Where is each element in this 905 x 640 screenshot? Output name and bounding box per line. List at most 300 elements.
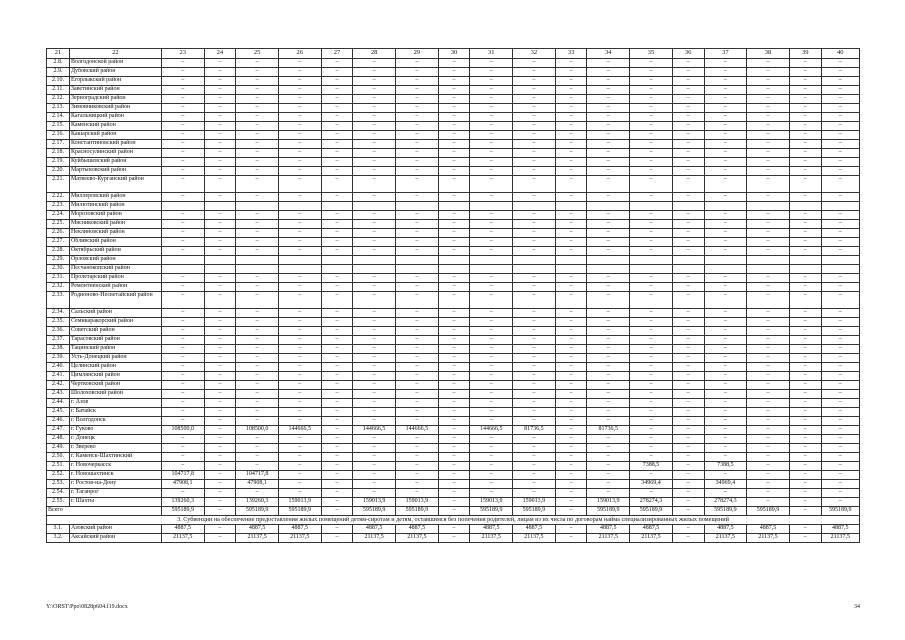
value-cell: – — [396, 211, 439, 220]
value-cell: – — [204, 345, 236, 354]
value-cell: – — [321, 354, 353, 363]
value-cell: – — [161, 95, 204, 104]
value-cell: – — [672, 140, 704, 149]
value-cell: – — [353, 453, 396, 462]
value-cell: – — [555, 444, 587, 453]
value-cell: – — [672, 247, 704, 256]
value-cell: – — [555, 336, 587, 345]
value-cell: – — [747, 390, 790, 399]
table-row — [47, 140, 860, 149]
value-cell — [789, 202, 821, 211]
value-cell — [821, 265, 859, 274]
table-row — [47, 220, 860, 229]
value-cell: – — [789, 131, 821, 140]
value-cell: – — [236, 435, 279, 444]
value-cell: – — [747, 408, 790, 417]
value-cell: – — [587, 462, 630, 471]
value-cell: – — [704, 167, 747, 176]
row-name: Аксайский район — [69, 534, 161, 543]
value-cell: – — [396, 131, 439, 140]
value-cell: – — [587, 220, 630, 229]
value-cell: – — [821, 363, 859, 372]
value-cell: – — [555, 417, 587, 426]
value-cell: – — [672, 363, 704, 372]
value-cell: – — [470, 193, 513, 202]
value-cell: – — [470, 95, 513, 104]
table-row — [47, 498, 860, 507]
column-header: 26 — [278, 49, 321, 59]
value-cell: – — [672, 471, 704, 480]
value-cell: – — [236, 238, 279, 247]
value-cell: – — [470, 318, 513, 327]
value-cell: – — [161, 292, 204, 309]
value-cell: – — [353, 283, 396, 292]
value-cell: 159013,9 — [470, 498, 513, 507]
value-cell: – — [587, 113, 630, 122]
value-cell: – — [204, 193, 236, 202]
value-cell: – — [747, 167, 790, 176]
value-cell: – — [470, 283, 513, 292]
value-cell: – — [555, 390, 587, 399]
value-cell — [513, 256, 556, 265]
value-cell: – — [630, 95, 673, 104]
value-cell — [236, 202, 279, 211]
value-cell: – — [396, 408, 439, 417]
value-cell: – — [321, 381, 353, 390]
value-cell: – — [236, 167, 279, 176]
value-cell: – — [236, 220, 279, 229]
value-cell: – — [353, 247, 396, 256]
value-cell — [747, 202, 790, 211]
value-cell — [161, 202, 204, 211]
table-row — [47, 525, 860, 534]
value-cell: – — [555, 104, 587, 113]
value-cell: – — [555, 363, 587, 372]
value-cell: – — [321, 471, 353, 480]
table-row — [47, 327, 860, 336]
value-cell: – — [470, 140, 513, 149]
column-header: 25 — [236, 49, 279, 59]
value-cell: – — [278, 149, 321, 158]
value-cell: – — [353, 149, 396, 158]
value-cell: – — [204, 480, 236, 489]
value-cell: – — [555, 229, 587, 238]
value-cell: – — [438, 283, 470, 292]
value-cell — [278, 202, 321, 211]
value-cell: – — [555, 453, 587, 462]
row-name: Каменский район — [69, 122, 161, 131]
value-cell: – — [555, 354, 587, 363]
value-cell: – — [438, 318, 470, 327]
value-cell: – — [438, 59, 470, 68]
value-cell: – — [672, 220, 704, 229]
value-cell: – — [555, 86, 587, 95]
value-cell: – — [630, 59, 673, 68]
value-cell: – — [821, 220, 859, 229]
value-cell: – — [587, 372, 630, 381]
value-cell: – — [704, 354, 747, 363]
row-name: г. Азов — [69, 399, 161, 408]
value-cell: – — [587, 86, 630, 95]
value-cell: – — [353, 140, 396, 149]
value-cell: – — [789, 525, 821, 534]
value-cell: – — [789, 104, 821, 113]
value-cell: – — [555, 345, 587, 354]
value-cell: – — [672, 390, 704, 399]
value-cell: – — [438, 292, 470, 309]
value-cell: – — [587, 381, 630, 390]
value-cell: – — [278, 292, 321, 309]
value-cell: – — [747, 453, 790, 462]
value-cell: – — [587, 140, 630, 149]
value-cell: – — [353, 68, 396, 77]
value-cell: – — [438, 498, 470, 507]
value-cell: – — [236, 345, 279, 354]
value-cell: – — [821, 140, 859, 149]
value-cell: – — [789, 489, 821, 498]
value-cell: – — [513, 274, 556, 283]
value-cell: – — [672, 95, 704, 104]
value-cell: – — [555, 327, 587, 336]
value-cell: – — [704, 426, 747, 435]
row-name: Сальский район — [69, 309, 161, 318]
value-cell: – — [438, 238, 470, 247]
value-cell: – — [789, 327, 821, 336]
value-cell: – — [747, 59, 790, 68]
value-cell: – — [278, 140, 321, 149]
value-cell: – — [470, 471, 513, 480]
value-cell: – — [789, 435, 821, 444]
value-cell: – — [513, 444, 556, 453]
value-cell: – — [321, 417, 353, 426]
value-cell: – — [630, 318, 673, 327]
value-cell: – — [278, 471, 321, 480]
value-cell: – — [630, 176, 673, 193]
value-cell: – — [236, 149, 279, 158]
value-cell — [353, 202, 396, 211]
row-number: 3.1. — [47, 525, 70, 534]
value-cell: – — [353, 113, 396, 122]
value-cell: – — [204, 444, 236, 453]
value-cell: – — [278, 489, 321, 498]
value-cell: – — [321, 193, 353, 202]
value-cell: – — [555, 274, 587, 283]
value-cell: – — [747, 122, 790, 131]
value-cell: – — [789, 122, 821, 131]
value-cell: – — [470, 122, 513, 131]
value-cell: – — [747, 104, 790, 113]
table-row — [47, 453, 860, 462]
value-cell: – — [438, 247, 470, 256]
value-cell: – — [396, 229, 439, 238]
value-cell: – — [353, 471, 396, 480]
value-cell: – — [821, 122, 859, 131]
value-cell: – — [470, 104, 513, 113]
value-cell: – — [630, 158, 673, 167]
value-cell: 34969,4 — [704, 480, 747, 489]
value-cell — [555, 202, 587, 211]
column-header: 23 — [161, 49, 204, 59]
table-row — [47, 435, 860, 444]
value-cell: – — [672, 336, 704, 345]
row-number: 2.29. — [47, 256, 70, 265]
row-name: Чертковский район — [69, 381, 161, 390]
value-cell: 159013,9 — [353, 498, 396, 507]
value-cell: – — [587, 95, 630, 104]
value-cell: 4887,5 — [470, 525, 513, 534]
value-cell: – — [236, 86, 279, 95]
row-name: Зерноградский район — [69, 95, 161, 104]
value-cell: – — [353, 336, 396, 345]
value-cell: – — [747, 68, 790, 77]
value-cell: – — [438, 68, 470, 77]
table-row — [47, 534, 860, 543]
value-cell: – — [630, 417, 673, 426]
value-cell: 47908,1 — [161, 480, 204, 489]
value-cell: – — [555, 534, 587, 543]
row-name: Советский район — [69, 327, 161, 336]
value-cell: – — [470, 489, 513, 498]
value-cell: – — [630, 211, 673, 220]
value-cell: – — [161, 140, 204, 149]
value-cell: – — [438, 309, 470, 318]
row-number: 2.11. — [47, 86, 70, 95]
table-row — [47, 131, 860, 140]
row-number: 2.49. — [47, 444, 70, 453]
value-cell: – — [704, 292, 747, 309]
table-row — [47, 238, 860, 247]
value-cell: – — [513, 86, 556, 95]
value-cell: – — [587, 453, 630, 462]
value-cell: – — [704, 247, 747, 256]
value-cell: – — [747, 498, 790, 507]
value-cell: – — [204, 507, 236, 516]
value-cell: – — [672, 507, 704, 516]
value-cell: – — [630, 471, 673, 480]
value-cell: – — [630, 283, 673, 292]
value-cell: 21137,5 — [161, 534, 204, 543]
value-cell: – — [789, 372, 821, 381]
value-cell: – — [513, 336, 556, 345]
value-cell: – — [821, 327, 859, 336]
value-cell: – — [704, 318, 747, 327]
file-path: Y:\ORST\Ppo\0828p604.f19.docx — [46, 604, 128, 610]
value-cell: – — [747, 220, 790, 229]
value-cell: – — [278, 417, 321, 426]
value-cell — [438, 256, 470, 265]
value-cell: – — [438, 417, 470, 426]
value-cell: – — [204, 59, 236, 68]
value-cell: – — [672, 158, 704, 167]
value-cell — [821, 256, 859, 265]
row-name: Матвеево-Курганский район — [69, 176, 161, 193]
value-cell: – — [470, 167, 513, 176]
value-cell: 21137,5 — [821, 534, 859, 543]
value-cell: – — [821, 113, 859, 122]
row-name: Неклиновский район — [69, 229, 161, 238]
table-row — [47, 309, 860, 318]
table-row — [47, 471, 860, 480]
value-cell: – — [587, 390, 630, 399]
row-number: 2.55. — [47, 498, 70, 507]
row-name: г. Таганрог — [69, 489, 161, 498]
value-cell: – — [513, 489, 556, 498]
value-cell: 595189,9 — [236, 507, 279, 516]
value-cell: – — [789, 471, 821, 480]
value-cell: – — [161, 77, 204, 86]
value-cell: – — [396, 453, 439, 462]
value-cell: – — [555, 489, 587, 498]
value-cell: – — [821, 211, 859, 220]
value-cell: – — [278, 167, 321, 176]
value-cell: 21137,5 — [236, 534, 279, 543]
value-cell: – — [278, 480, 321, 489]
value-cell: – — [470, 390, 513, 399]
value-cell: – — [821, 59, 859, 68]
value-cell: – — [236, 408, 279, 417]
value-cell: – — [704, 399, 747, 408]
value-cell: – — [438, 149, 470, 158]
value-cell: – — [587, 104, 630, 113]
table-row — [47, 113, 860, 122]
value-cell: – — [513, 149, 556, 158]
column-header: 33 — [555, 49, 587, 59]
value-cell: – — [470, 229, 513, 238]
value-cell: – — [236, 283, 279, 292]
value-cell: – — [704, 193, 747, 202]
row-number: 2.30. — [47, 265, 70, 274]
value-cell: – — [789, 534, 821, 543]
value-cell: – — [236, 211, 279, 220]
value-cell: – — [278, 435, 321, 444]
value-cell: – — [204, 426, 236, 435]
value-cell: 81736,5 — [587, 426, 630, 435]
value-cell: – — [438, 95, 470, 104]
value-cell: – — [513, 211, 556, 220]
value-cell: – — [587, 167, 630, 176]
value-cell: – — [321, 345, 353, 354]
value-cell: – — [438, 381, 470, 390]
value-cell: 144666,5 — [396, 426, 439, 435]
value-cell: – — [587, 238, 630, 247]
value-cell: – — [236, 158, 279, 167]
value-cell: – — [321, 122, 353, 131]
value-cell: – — [161, 68, 204, 77]
value-cell: – — [161, 158, 204, 167]
value-cell: – — [789, 247, 821, 256]
value-cell: – — [321, 525, 353, 534]
value-cell: – — [396, 95, 439, 104]
value-cell: – — [513, 104, 556, 113]
value-cell: – — [555, 131, 587, 140]
table-row — [47, 381, 860, 390]
value-cell: – — [789, 140, 821, 149]
value-cell: 4887,5 — [353, 525, 396, 534]
column-header: 38 — [747, 49, 790, 59]
value-cell: – — [321, 435, 353, 444]
value-cell: – — [821, 336, 859, 345]
value-cell: – — [236, 292, 279, 309]
value-cell: – — [704, 408, 747, 417]
value-cell: – — [587, 408, 630, 417]
value-cell: – — [789, 68, 821, 77]
row-name: Куйбышевский район — [69, 158, 161, 167]
value-cell: – — [555, 507, 587, 516]
value-cell: – — [513, 113, 556, 122]
value-cell: – — [204, 318, 236, 327]
table-row — [47, 372, 860, 381]
value-cell: – — [438, 229, 470, 238]
value-cell: – — [204, 462, 236, 471]
value-cell: – — [513, 131, 556, 140]
value-cell: – — [236, 309, 279, 318]
value-cell: – — [555, 167, 587, 176]
value-cell: – — [321, 247, 353, 256]
value-cell: – — [587, 211, 630, 220]
value-cell: – — [161, 372, 204, 381]
value-cell: – — [161, 167, 204, 176]
value-cell: – — [353, 95, 396, 104]
value-cell: – — [438, 372, 470, 381]
column-header: 29 — [396, 49, 439, 59]
value-cell: – — [204, 489, 236, 498]
value-cell: – — [236, 453, 279, 462]
value-cell — [236, 256, 279, 265]
value-cell: 159013,9 — [513, 498, 556, 507]
row-number: 2.40. — [47, 363, 70, 372]
row-name: Ремонтненский район — [69, 283, 161, 292]
value-cell: – — [278, 453, 321, 462]
value-cell: 21137,5 — [587, 534, 630, 543]
value-cell: – — [747, 480, 790, 489]
value-cell: 278274,3 — [704, 498, 747, 507]
value-cell: – — [587, 292, 630, 309]
value-cell: – — [278, 381, 321, 390]
value-cell: – — [821, 68, 859, 77]
value-cell: – — [704, 59, 747, 68]
value-cell: – — [278, 318, 321, 327]
value-cell: – — [630, 345, 673, 354]
value-cell: – — [747, 309, 790, 318]
value-cell: – — [278, 462, 321, 471]
value-cell: – — [470, 238, 513, 247]
value-cell: – — [587, 480, 630, 489]
value-cell: – — [438, 507, 470, 516]
value-cell: – — [821, 95, 859, 104]
value-cell: – — [470, 480, 513, 489]
value-cell: – — [438, 525, 470, 534]
value-cell: 104717,8 — [161, 471, 204, 480]
value-cell: – — [353, 462, 396, 471]
value-cell: – — [821, 238, 859, 247]
table-row — [47, 274, 860, 283]
value-cell: – — [704, 283, 747, 292]
value-cell: – — [396, 318, 439, 327]
value-cell: – — [161, 354, 204, 363]
value-cell: – — [672, 292, 704, 309]
value-cell: – — [747, 131, 790, 140]
row-number: 2.38. — [47, 345, 70, 354]
value-cell: – — [587, 354, 630, 363]
value-cell: – — [789, 408, 821, 417]
row-name: Октябрьский район — [69, 247, 161, 256]
value-cell: – — [630, 336, 673, 345]
value-cell: – — [630, 489, 673, 498]
value-cell: – — [704, 140, 747, 149]
value-cell: – — [470, 59, 513, 68]
value-cell: – — [470, 345, 513, 354]
value-cell: – — [278, 363, 321, 372]
